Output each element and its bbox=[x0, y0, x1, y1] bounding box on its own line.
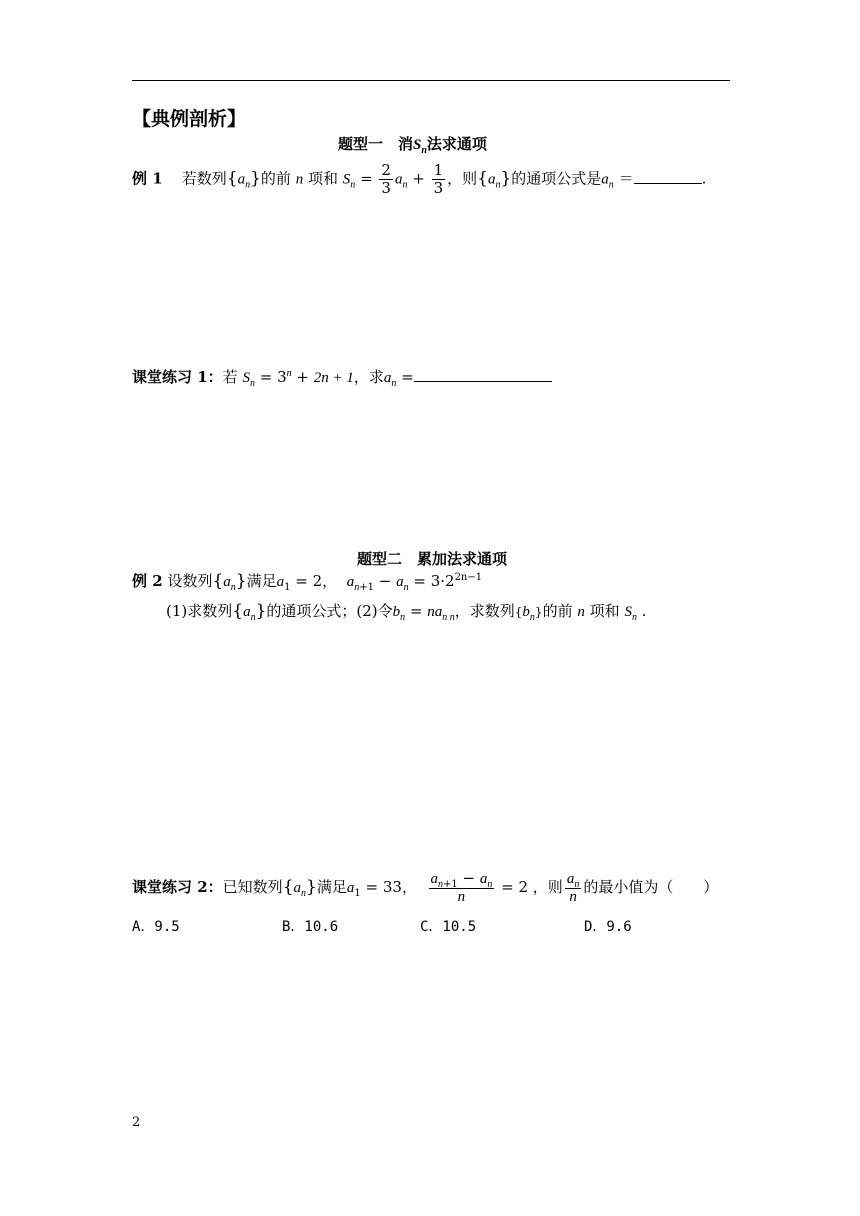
option-d[interactable]: D．9.6 bbox=[584, 919, 632, 935]
answer-blank-1 bbox=[634, 183, 702, 184]
header-rule bbox=[132, 80, 730, 81]
example1: 例 1 若数列$\{a_n\}$的前 n 项和 $S_n$ = $\frac{2}{3}$ $a_n$ + $\frac{1}{3}$ ，则$\{a_n\}$的通项公式是$a_n$ ＝ . bbox=[132, 161, 707, 197]
type2-heading: 题型二 累加法求通项 bbox=[357, 550, 508, 568]
example2: 例 2 设数列$\{a_n\}$满足$a_1 = 2$， $a_{n+1} - a_n = 3\cdot 2^{2n-1}$ bbox=[132, 571, 483, 593]
fraction-two-thirds: $\frac{2}{3}$ bbox=[381, 161, 391, 197]
practice2: 课堂练习 2：已知数列$\{a_n\}$满足$a_1 = 33$， $\frac{a_{n+1} - a_n}{n}$ = 2 ，则 $\frac{a_n}{n}$ 的最小值为（ ） bbox=[132, 869, 719, 905]
answer-blank-2 bbox=[414, 381, 552, 382]
example2-label: 例 2 bbox=[132, 572, 163, 590]
practice2-label: 课堂练习 2： bbox=[132, 878, 223, 896]
example1-label: 例 1 bbox=[132, 169, 163, 188]
section-heading: 【典例剖析】 bbox=[132, 108, 247, 130]
option-c[interactable]: C．10.5 bbox=[420, 919, 477, 935]
option-a[interactable]: A．9.5 bbox=[132, 919, 180, 935]
page-number: 2 bbox=[132, 1115, 141, 1130]
fraction-an-over-n: $\frac{a_n}{n}$ bbox=[566, 871, 580, 905]
option-b[interactable]: B．10.6 bbox=[282, 919, 339, 935]
fraction-one-third: $\frac{1}{3}$ bbox=[433, 161, 444, 197]
fraction-difference-over-n: $\frac{a_{n+1} - a_n}{n}$ bbox=[430, 869, 493, 905]
type1-heading: 题型一 消$S_n$法求通项 bbox=[338, 135, 487, 156]
example2-parts: (1)求数列$\{a_n\}$的通项公式；(2)令$b_n = na_{n n}$，求数列$\{b_n\}$的前 n 项和 $S_n$ . bbox=[166, 601, 647, 623]
practice1-label: 课堂练习 1： bbox=[132, 368, 223, 386]
practice1: 课堂练习 1：若 $S_n = 3^n + 2n + 1$，求$a_n$ = bbox=[132, 366, 552, 387]
